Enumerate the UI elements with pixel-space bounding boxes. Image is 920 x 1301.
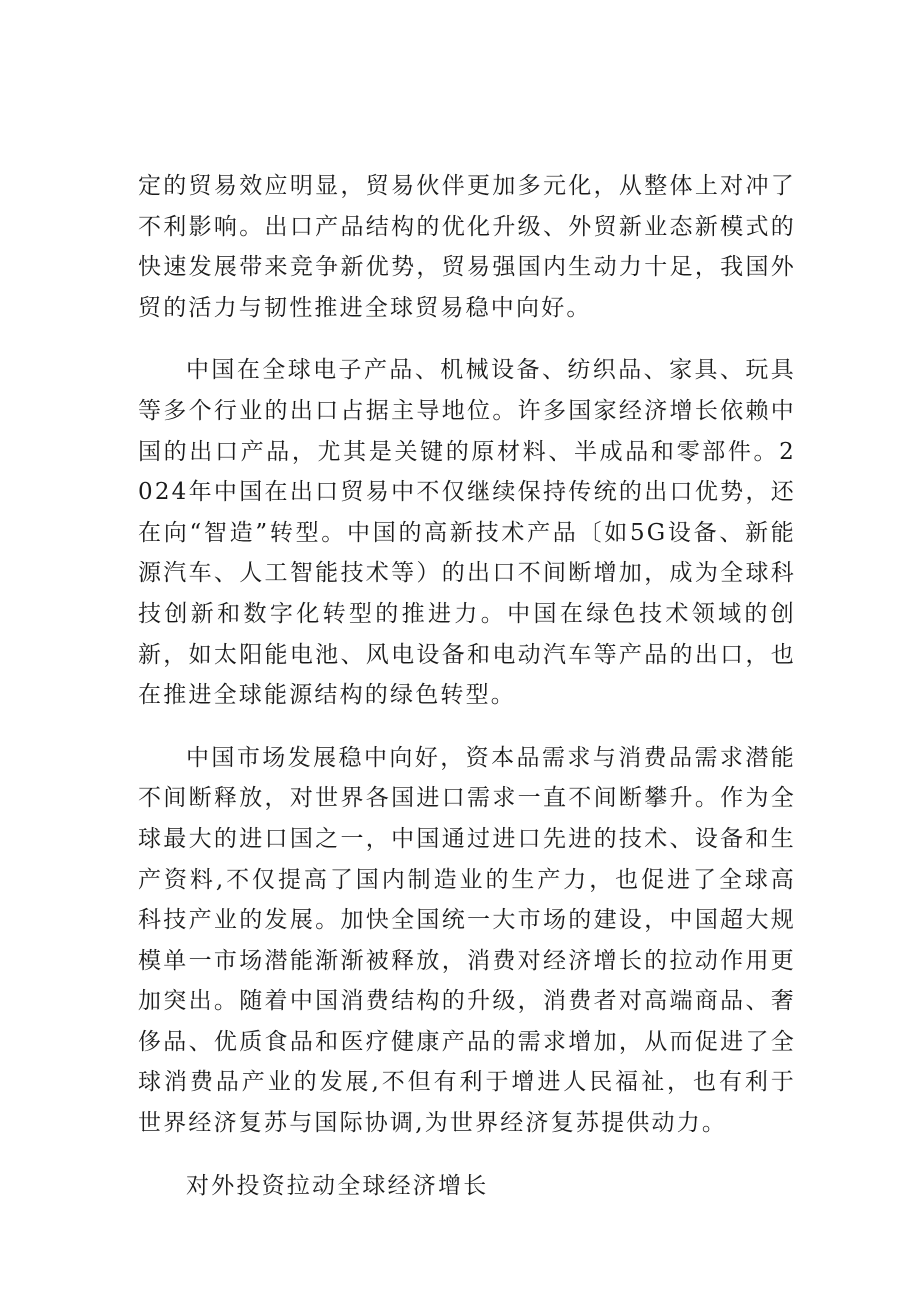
paragraph-continued: 定的贸易效应明显，贸易伙伴更加多元化，从整体上对冲了不利影响。出口产品结构的优化升级、外贸新业态新模式的快速发展带来竞争新优势，贸易强国内生动力十足，我国外贸的活力与韧性推进全球贸易稳中向好。 (138, 173, 796, 321)
document-body (138, 166, 796, 1206)
paragraph-imports: 中国市场发展稳中向好，资本品需求与消费品需求潜能不间断释放，对世界各国进口需求一直不间断攀升。作为全球最大的进口国之一，中国通过进口先进的技术、设备和生产资料,不仅提高了国内制造业的生产力，也促进了全球高科技产业的发展。加快全国统一大市场的建设，中国超大规模单一市场潜能渐渐被释放，消费对经济增长的拉动作用更加突出。随着中国消费结构的升级，消费者对高端商品、奢侈品、优质食品和医疗健康产品的需求增加，从而促进了全球消费品产业的发展,不但有利于增进人民福祉，也有利于世界经济复苏与国际协调,为世界经济复苏提供动力。 (138, 744, 796, 1137)
paragraph-exports: 中国在全球电子产品、机械设备、纺织品、家具、玩具等多个行业的出口占据主导地位。许多国家经济增长依赖中国的出口产品，尤其是关键的原材料、半成品和零部件。2024年中国在出口贸易中不仅继续保持传统的出口优势，还在向“智造”转型。中国的高新技术产品〔如5G设备、新能源汽车、人工智能技术等）的出口不间断增加，成为全球科技创新和数字化转型的推进力。中国在绿色技术领域的创新，如太阳能电池、风电设备和电动汽车等产品的出口，也在推进全球能源结构的绿色转型。 (138, 357, 796, 709)
section-heading: 对外投资拉动全球经济增长 (186, 1172, 489, 1199)
